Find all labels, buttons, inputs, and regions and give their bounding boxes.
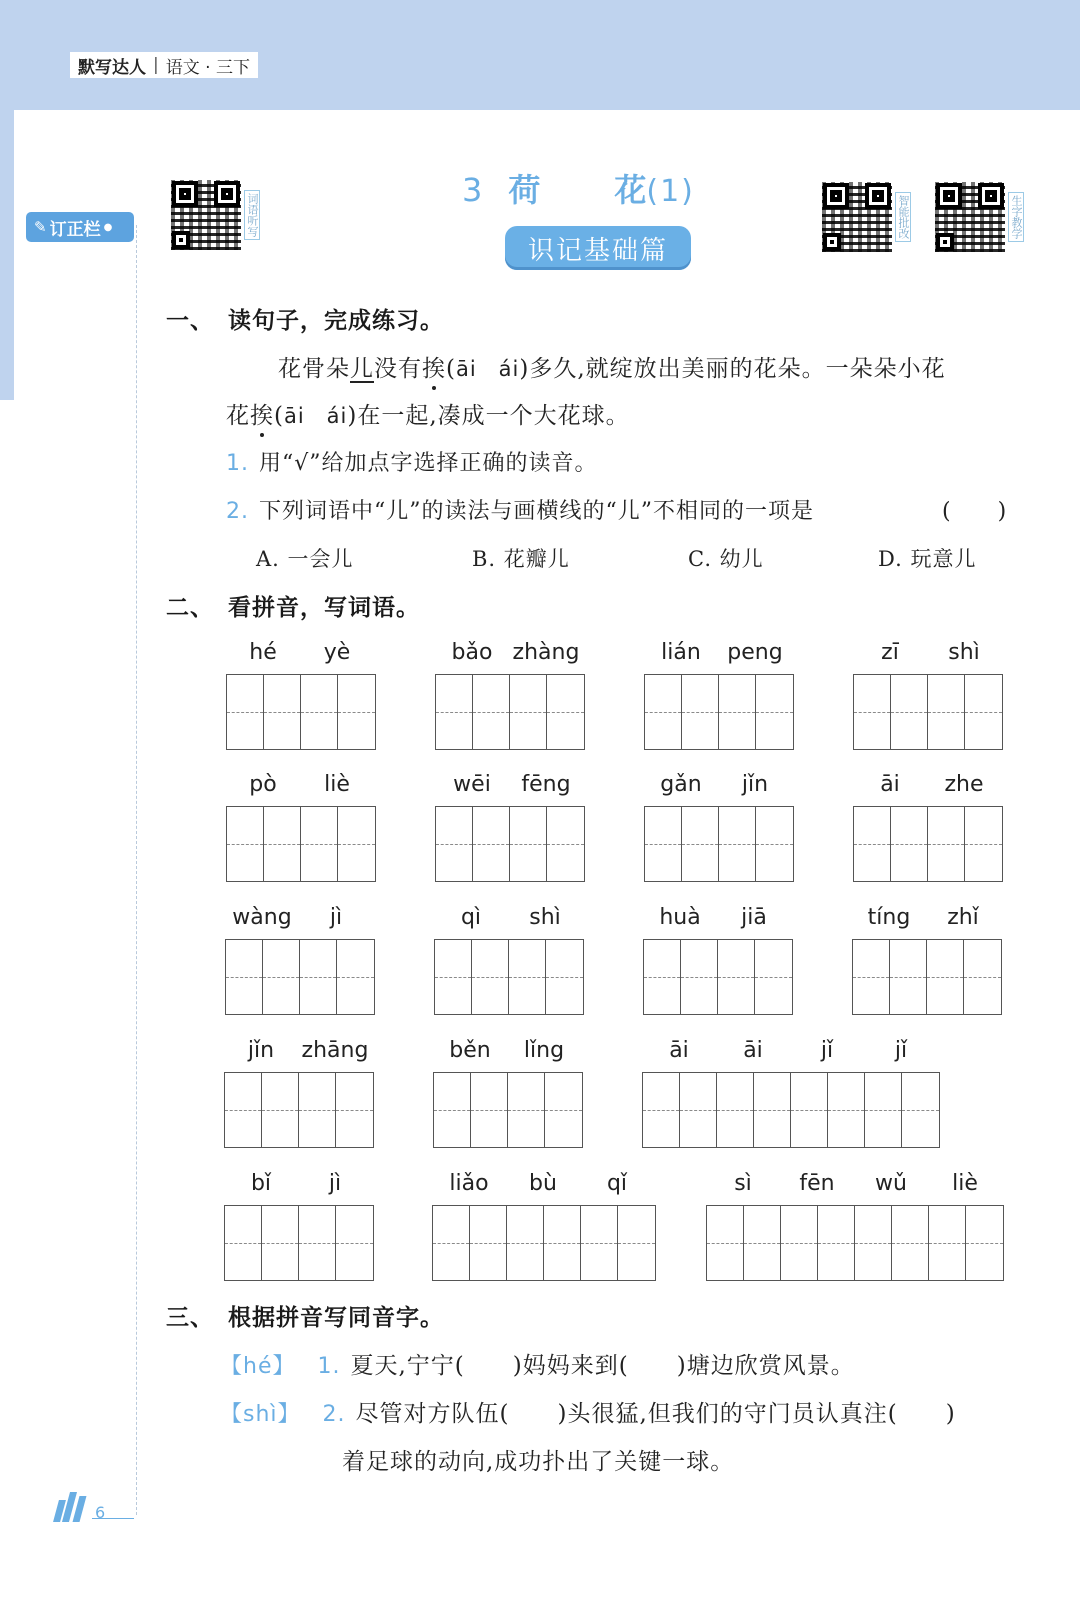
lesson-number: 3 (462, 171, 483, 209)
pinyin-label: fēng (521, 772, 571, 797)
writing-cell[interactable] (434, 1073, 471, 1147)
writing-cell[interactable] (645, 807, 682, 881)
writing-cell[interactable] (338, 807, 375, 881)
writing-cell[interactable] (927, 940, 964, 1014)
qr-caption: 智能批改 (895, 192, 911, 242)
writing-cell[interactable] (264, 807, 301, 881)
word-grid-group (224, 1038, 374, 1148)
pinyin-label: sì (734, 1171, 752, 1196)
dotted-char: 挨 (250, 403, 274, 429)
writing-cell[interactable] (547, 807, 584, 881)
writing-cell[interactable] (473, 807, 510, 881)
word-grid-group (433, 1038, 583, 1148)
writing-cell[interactable] (891, 675, 928, 749)
writing-cell[interactable] (470, 1206, 507, 1280)
word-grid-group (644, 640, 794, 750)
pinyin-label: bǎo (451, 640, 493, 665)
writing-cell[interactable] (262, 1206, 299, 1280)
writing-cell[interactable] (225, 1206, 262, 1280)
writing-cell[interactable] (854, 807, 891, 881)
word-grid-group (435, 772, 585, 882)
writing-cell[interactable] (719, 807, 756, 881)
writing-cell[interactable] (227, 807, 264, 881)
lesson-title-char-2: 花 (614, 171, 647, 209)
pinyin-label: āi (669, 1038, 689, 1063)
qr-smart-grading[interactable] (822, 182, 911, 252)
pinyin-label: āi (880, 772, 900, 797)
writing-cell[interactable] (336, 1206, 373, 1280)
answer-blank[interactable]: ( ) (942, 499, 1008, 524)
qr-code-icon (822, 182, 892, 252)
pinyin-tag: 【hé】 (220, 1354, 296, 1379)
book-subject: 语文 · 三下 (165, 57, 250, 78)
pinyin-label: āi (743, 1038, 763, 1063)
pinyin-label: jǐ (894, 1038, 908, 1063)
pinyin-label: shì (948, 640, 980, 665)
book-title: 默写达人 (78, 57, 146, 78)
writing-cell[interactable] (581, 1206, 618, 1280)
qr-caption: 词语听写 (244, 190, 260, 240)
pinyin-label: yè (323, 640, 351, 665)
writing-cell[interactable] (719, 675, 756, 749)
writing-cell[interactable] (509, 940, 546, 1014)
pinyin-label: liè (324, 772, 350, 797)
word-grid-group (852, 905, 1002, 1015)
footer-rule (92, 1518, 134, 1519)
writing-cell[interactable] (682, 807, 719, 881)
header-separator: | (153, 55, 159, 75)
writing-cell[interactable] (301, 675, 338, 749)
homophone-row-2: 【shì】 2. 尽管对方队伍( )头很猛,但我们的守门员认真注( ) (220, 1401, 956, 1427)
pinyin-tag: 【shì】 (220, 1402, 301, 1427)
book-header (70, 52, 258, 78)
writing-cell[interactable] (337, 940, 374, 1014)
writing-cell[interactable] (433, 1206, 470, 1280)
left-edge-tab (0, 110, 14, 400)
writing-cell[interactable] (544, 1206, 581, 1280)
writing-cell[interactable] (791, 1073, 828, 1147)
writing-cell[interactable] (299, 1206, 336, 1280)
section-3-heading: 三、 根据拼音写同音字。 (166, 1305, 444, 1331)
writing-cell[interactable] (436, 807, 473, 881)
word-grid-group (226, 640, 376, 750)
pinyin-label: jǐn (741, 772, 769, 797)
homophone-row-2-continued: 着足球的动向,成功扑出了关键一球。 (342, 1449, 735, 1475)
writing-cell[interactable] (336, 1073, 373, 1147)
word-grid-group (706, 1171, 1004, 1281)
writing-cell[interactable] (902, 1073, 939, 1147)
pinyin-label: jiā (741, 905, 767, 930)
writing-cell[interactable] (301, 807, 338, 881)
pinyin-choice[interactable]: āi ái (283, 404, 348, 428)
writing-cell[interactable] (436, 675, 473, 749)
writing-cell[interactable] (754, 1073, 791, 1147)
pinyin-label: wēi (453, 772, 491, 797)
correction-margin-line (136, 225, 137, 1515)
qr-code-icon (171, 180, 241, 250)
writing-cell[interactable] (299, 1073, 336, 1147)
word-grid-group (643, 905, 793, 1015)
writing-cell[interactable] (473, 675, 510, 749)
underlined-er: 儿 (350, 356, 374, 382)
pinyin-label: bǐ (250, 1171, 272, 1196)
lesson-title-char-1: 荷 (508, 171, 541, 209)
writing-cell[interactable] (226, 940, 263, 1014)
writing-cell[interactable] (966, 1206, 1003, 1280)
writing-cell[interactable] (965, 807, 1002, 881)
qr-code-icon (935, 182, 1005, 252)
option-d[interactable]: D. 玩意儿 (878, 547, 977, 571)
pinyin-choice[interactable]: āi ái (455, 357, 520, 381)
lesson-part: (1) (646, 174, 695, 209)
section-2-heading: 二、 看拼音，写词语。 (166, 595, 420, 621)
word-grid-group (644, 772, 794, 882)
writing-cell[interactable] (643, 1073, 680, 1147)
option-b[interactable]: B. 花瓣儿 (472, 547, 570, 571)
qr-character-teaching[interactable] (935, 182, 1024, 252)
word-grid-group (224, 1171, 374, 1281)
word-grid-group (642, 1038, 940, 1148)
writing-cell[interactable] (510, 675, 547, 749)
writing-cell[interactable] (890, 940, 927, 1014)
writing-cell[interactable] (681, 940, 718, 1014)
pinyin-label: zhàng (512, 640, 580, 665)
pinyin-label: fēn (799, 1171, 835, 1196)
word-grid-group (225, 905, 375, 1015)
writing-cell[interactable] (262, 1073, 299, 1147)
pinyin-label: liǎo (449, 1171, 489, 1196)
pinyin-label: qì (460, 905, 482, 930)
dot-icon: ● (103, 221, 113, 233)
writing-cell[interactable] (854, 675, 891, 749)
pinyin-label: zhǐ (947, 905, 979, 930)
writing-cell[interactable] (853, 940, 890, 1014)
pinyin-label: lǐng (523, 1038, 565, 1063)
pinyin-label: hé (249, 640, 277, 665)
pencil-icon: ✎ (34, 218, 47, 236)
pinyin-label: jì (329, 905, 343, 930)
writing-cell[interactable] (644, 940, 681, 1014)
pinyin-label: tíng (867, 905, 911, 930)
writing-cell[interactable] (300, 940, 337, 1014)
pinyin-label: pò (249, 772, 277, 797)
page-number: 6 (95, 1503, 106, 1522)
passage-line-2: 花挨(āi ái)在一起,凑成一个大花球。 (226, 403, 630, 429)
writing-cell[interactable] (892, 1206, 929, 1280)
pinyin-label: wǔ (875, 1171, 907, 1196)
writing-cell[interactable] (338, 675, 375, 749)
writing-cell[interactable] (435, 940, 472, 1014)
word-grid-group (434, 905, 584, 1015)
writing-cell[interactable] (891, 807, 928, 881)
qr-caption: 生字教学 (1008, 192, 1024, 242)
writing-cell[interactable] (510, 807, 547, 881)
writing-cell[interactable] (744, 1206, 781, 1280)
question-2: 2. 下列词语中“儿”的读法与画横线的“儿”不相同的一项是 (226, 499, 814, 524)
writing-cell[interactable] (225, 1073, 262, 1147)
option-c[interactable]: C. 幼儿 (688, 547, 764, 571)
writing-cell[interactable] (547, 675, 584, 749)
pinyin-label: běn (449, 1038, 491, 1063)
word-grid-group (435, 640, 585, 750)
writing-cell[interactable] (781, 1206, 818, 1280)
writing-cell[interactable] (755, 940, 792, 1014)
correction-label: 订正栏 (49, 219, 101, 240)
correction-column-tag (26, 212, 134, 242)
writing-cell[interactable] (928, 807, 965, 881)
pinyin-label: zhe (944, 772, 984, 797)
writing-cell[interactable] (227, 675, 264, 749)
writing-cell[interactable] (717, 1073, 754, 1147)
writing-cell[interactable] (645, 675, 682, 749)
pinyin-label: bù (529, 1171, 557, 1196)
lesson-title (462, 165, 695, 211)
writing-cell[interactable] (865, 1073, 902, 1147)
writing-cell[interactable] (718, 940, 755, 1014)
writing-cell[interactable] (756, 675, 793, 749)
writing-cell[interactable] (707, 1206, 744, 1280)
pinyin-label: liè (952, 1171, 978, 1196)
word-grid-group (432, 1171, 656, 1281)
writing-cell[interactable] (828, 1073, 865, 1147)
dotted-char: 挨 (422, 356, 446, 382)
level-badge: 识记基础篇 (505, 226, 691, 270)
writing-cell[interactable] (929, 1206, 966, 1280)
question-1: 1. 用“√”给加点字选择正确的读音。 (226, 451, 598, 476)
pinyin-label: peng (727, 640, 783, 665)
writing-cell[interactable] (964, 940, 1001, 1014)
writing-cell[interactable] (507, 1206, 544, 1280)
passage-line-1: 花骨朵儿没有挨(āi ái)多久,就绽放出美丽的花朵。一朵朵小花 (278, 356, 946, 382)
pinyin-label: qǐ (606, 1171, 628, 1196)
writing-cell[interactable] (545, 1073, 582, 1147)
word-grid-group (853, 772, 1003, 882)
writing-cell[interactable] (855, 1206, 892, 1280)
word-grid-group (853, 640, 1003, 750)
qr-dictation[interactable] (171, 180, 260, 250)
writing-cell[interactable] (680, 1073, 717, 1147)
writing-cell[interactable] (471, 1073, 508, 1147)
writing-cell[interactable] (965, 675, 1002, 749)
writing-cell[interactable] (508, 1073, 545, 1147)
writing-cell[interactable] (263, 940, 300, 1014)
writing-cell[interactable] (756, 807, 793, 881)
pinyin-label: lián (661, 640, 701, 665)
pinyin-label: zhāng (301, 1038, 369, 1063)
pinyin-label: huà (659, 905, 701, 930)
pinyin-label: jì (328, 1171, 342, 1196)
writing-cell[interactable] (818, 1206, 855, 1280)
pinyin-label: shì (529, 905, 561, 930)
homophone-row-1: 【hé】 1. 夏天,宁宁( )妈妈来到( )塘边欣赏风景。 (220, 1353, 855, 1379)
section-1-heading: 一、 读句子，完成练习。 (166, 308, 444, 334)
pinyin-label: wàng (232, 905, 292, 930)
writing-cell[interactable] (928, 675, 965, 749)
pinyin-label: jǐn (247, 1038, 275, 1063)
writing-cell[interactable] (618, 1206, 655, 1280)
pinyin-label: gǎn (660, 772, 702, 797)
word-grid-group (226, 772, 376, 882)
writing-cell[interactable] (472, 940, 509, 1014)
writing-cell[interactable] (546, 940, 583, 1014)
pinyin-label: zī (881, 640, 899, 665)
writing-cell[interactable] (682, 675, 719, 749)
writing-cell[interactable] (264, 675, 301, 749)
books-icon (56, 1492, 83, 1522)
pinyin-label: jǐ (820, 1038, 834, 1063)
option-a[interactable]: A. 一会儿 (256, 547, 354, 571)
